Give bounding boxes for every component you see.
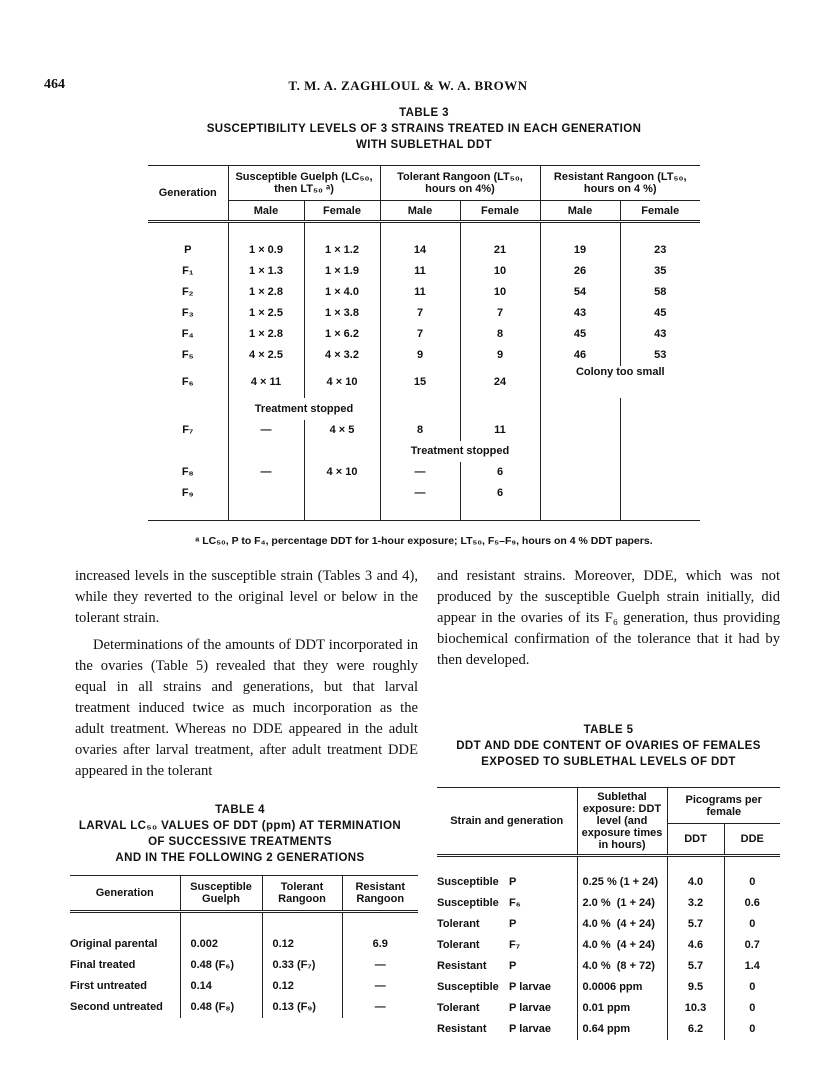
value-cell: 7 bbox=[380, 324, 460, 345]
generation-cell: F₅ bbox=[181, 349, 194, 361]
spacer bbox=[262, 912, 342, 934]
table-row bbox=[148, 303, 700, 324]
ddt-cell: 3.2 bbox=[667, 893, 724, 914]
column-header-male: Male bbox=[540, 201, 620, 222]
column-header: Resistant Rangoon bbox=[342, 876, 418, 912]
table4 bbox=[70, 875, 418, 1018]
table-row bbox=[148, 240, 700, 261]
ddt-cell: 5.7 bbox=[667, 956, 724, 977]
ddt-cell: 4.0 bbox=[667, 872, 724, 893]
generation-cell: P bbox=[184, 244, 192, 256]
generation-cell: F₈ bbox=[181, 466, 194, 478]
empty-cell bbox=[540, 441, 620, 462]
spacer bbox=[577, 856, 667, 872]
dde-cell: 0.7 bbox=[724, 935, 780, 956]
value-cell: 0.13 (F₉) bbox=[262, 997, 342, 1018]
subheader-row bbox=[148, 201, 700, 222]
treatment-stopped-note: Treatment stopped bbox=[380, 441, 540, 462]
value-cell: — bbox=[380, 462, 460, 483]
dde-cell: 0 bbox=[724, 977, 780, 998]
value-cell: 7 bbox=[460, 303, 540, 324]
dde-cell: 0 bbox=[724, 914, 780, 935]
empty-cell bbox=[620, 441, 700, 462]
column-header-female: Female bbox=[460, 201, 540, 222]
generation-cell: F₃ bbox=[181, 307, 194, 319]
exposure-cell: 4.0 % (4 + 24) bbox=[577, 935, 667, 956]
column-header-exposure: Sublethal exposure: DDT level (and exposure times in hours) bbox=[577, 788, 667, 856]
value-cell: 4 × 3.2 bbox=[304, 345, 380, 366]
table-row bbox=[148, 261, 700, 282]
exposure-cell: 0.0006 ppm bbox=[577, 977, 667, 998]
value-cell: 23 bbox=[620, 240, 700, 261]
spacer-row bbox=[437, 856, 780, 872]
value-cell: 10 bbox=[460, 261, 540, 282]
strain-name: Tolerant bbox=[437, 939, 480, 951]
generation-cell: F₂ bbox=[181, 286, 194, 298]
table-row bbox=[70, 955, 418, 976]
column-header-dde: DDE bbox=[724, 824, 780, 856]
ddt-cell: 5.7 bbox=[667, 914, 724, 935]
column-header-strain: Strain and generation bbox=[437, 788, 577, 856]
value-cell: 1 × 0.9 bbox=[228, 240, 304, 261]
right-column-text bbox=[437, 566, 780, 671]
generation-name: F₇ bbox=[509, 939, 521, 951]
value-cell: 1 × 1.2 bbox=[304, 240, 380, 261]
value-cell: 21 bbox=[460, 240, 540, 261]
left-column-text bbox=[75, 566, 418, 782]
table4-title-line: OF SUCCESSIVE TREATMENTS bbox=[148, 836, 332, 848]
column-header-female: Female bbox=[304, 201, 380, 222]
value-cell: 1 × 2.8 bbox=[228, 282, 304, 303]
value-cell: 53 bbox=[620, 345, 700, 366]
spacer bbox=[148, 504, 228, 521]
strain-name: Susceptible bbox=[437, 897, 499, 909]
page-number: 464 bbox=[44, 77, 65, 92]
paragraph: increased levels in the susceptible strain (Tables 3 and 4), while they reverted to the original level or below in the tolerant strain. bbox=[75, 568, 418, 626]
generation-cell: F₁ bbox=[182, 265, 194, 277]
colony-too-small-note: Colony too small bbox=[540, 366, 700, 398]
value-cell: 0.48 (F₈) bbox=[180, 997, 262, 1018]
exposure-cell: 0.25 % (1 + 24) bbox=[577, 872, 667, 893]
spacer-row bbox=[148, 222, 700, 240]
value-cell: 14 bbox=[380, 240, 460, 261]
value-cell: — bbox=[380, 483, 460, 504]
value-cell: 43 bbox=[540, 303, 620, 324]
spacer bbox=[437, 856, 577, 872]
table5-title-line: DDT AND DDE CONTENT OF OVARIES OF FEMALES bbox=[456, 740, 761, 752]
table-row bbox=[437, 977, 780, 998]
spacer bbox=[380, 222, 460, 240]
spacer bbox=[180, 912, 262, 934]
generation-cell: F₄ bbox=[181, 328, 194, 340]
strain-name: Tolerant bbox=[437, 918, 480, 930]
table4-caption bbox=[62, 802, 418, 866]
strain-cell bbox=[437, 893, 577, 914]
empty-cell bbox=[540, 398, 620, 420]
column-header: Susceptible Guelph bbox=[180, 876, 262, 912]
table5-caption bbox=[437, 722, 780, 770]
empty-cell bbox=[620, 462, 700, 483]
paragraph: Determinations of the amounts of DDT incorporated in the ovaries (Table 5) revealed that they were roughly equal in all strains and generations, but that larval treatment induced twice as much incorporation as the adult treatment. Whereas no DDE appeared in the adult ovaries after larval treatment, after adult treatment DDE appeared in the tolerant bbox=[75, 637, 418, 779]
strain-name: Resistant bbox=[437, 1023, 487, 1035]
value-cell: 6.9 bbox=[342, 934, 418, 955]
value-cell: 6 bbox=[460, 483, 540, 504]
strain-name: Tolerant bbox=[437, 1002, 480, 1014]
treatment-stopped-note: Treatment stopped bbox=[228, 398, 380, 420]
value-cell: 9 bbox=[380, 345, 460, 366]
generation-cell: F₇ bbox=[182, 424, 194, 436]
value-cell: 26 bbox=[540, 261, 620, 282]
spacer bbox=[228, 504, 304, 521]
spacer bbox=[304, 222, 380, 240]
spacer bbox=[460, 222, 540, 240]
value-cell: 43 bbox=[620, 324, 700, 345]
value-cell: 24 bbox=[460, 366, 540, 398]
dde-cell: 0.6 bbox=[724, 893, 780, 914]
value-cell: 1 × 2.5 bbox=[228, 303, 304, 324]
column-header-generation: Generation bbox=[148, 166, 228, 222]
table-row bbox=[148, 345, 700, 366]
table5 bbox=[437, 787, 780, 1040]
strain-cell bbox=[437, 872, 577, 893]
table-row bbox=[70, 976, 418, 997]
value-cell: 45 bbox=[540, 324, 620, 345]
generation-name: P bbox=[509, 876, 517, 888]
strain-cell bbox=[437, 998, 577, 1019]
header-row bbox=[70, 876, 418, 912]
value-cell: 7 bbox=[380, 303, 460, 324]
dde-cell: 0 bbox=[724, 1019, 780, 1040]
empty-cell bbox=[620, 420, 700, 441]
spacer bbox=[304, 504, 380, 521]
value-cell: 0.33 (F₇) bbox=[262, 955, 342, 976]
spacer bbox=[460, 504, 540, 521]
value-cell: 4 × 10 bbox=[304, 366, 380, 398]
ddt-cell: 10.3 bbox=[667, 998, 724, 1019]
generation-cell: Final treated bbox=[70, 959, 136, 971]
strain-cell bbox=[437, 935, 577, 956]
generation-name: P bbox=[509, 918, 517, 930]
spacer bbox=[540, 222, 620, 240]
table3-title-line: WITH SUBLETHAL DDT bbox=[355, 139, 493, 151]
note-row bbox=[148, 398, 700, 420]
empty-cell bbox=[380, 398, 460, 420]
generation-cell: Original parental bbox=[70, 938, 158, 950]
table-row bbox=[148, 324, 700, 345]
value-cell: — bbox=[342, 997, 418, 1018]
table-row bbox=[70, 997, 418, 1018]
value-cell: 1 × 3.8 bbox=[304, 303, 380, 324]
dde-cell: 0 bbox=[724, 872, 780, 893]
table-row bbox=[148, 483, 700, 504]
strain-cell bbox=[437, 1019, 577, 1040]
table-row bbox=[437, 998, 780, 1019]
value-cell: 11 bbox=[380, 261, 460, 282]
table-row bbox=[148, 462, 700, 483]
value-cell: 45 bbox=[620, 303, 700, 324]
value-cell: 58 bbox=[620, 282, 700, 303]
table5-label: TABLE 5 bbox=[583, 724, 634, 736]
table-row bbox=[437, 935, 780, 956]
spacer bbox=[667, 856, 724, 872]
column-header-male: Male bbox=[380, 201, 460, 222]
spacer bbox=[620, 222, 700, 240]
value-cell: 6 bbox=[460, 462, 540, 483]
value-cell: 0.002 bbox=[180, 934, 262, 955]
table-row bbox=[437, 956, 780, 977]
exposure-cell: 4.0 % (8 + 72) bbox=[577, 956, 667, 977]
empty-cell bbox=[540, 462, 620, 483]
strain-name: Resistant bbox=[437, 960, 487, 972]
dde-cell: 0 bbox=[724, 998, 780, 1019]
column-header: Generation bbox=[70, 876, 180, 912]
value-cell: — bbox=[228, 462, 304, 483]
column-header-male: Male bbox=[228, 201, 304, 222]
spacer bbox=[228, 222, 304, 240]
generation-cell: F₆ bbox=[181, 375, 194, 388]
value-cell: — bbox=[342, 955, 418, 976]
generation-name: P larvae bbox=[509, 1002, 552, 1014]
empty-cell bbox=[304, 441, 380, 462]
value-cell: 54 bbox=[540, 282, 620, 303]
column-group-header: Tolerant Rangoon (LT₅₀, hours on 4%) bbox=[380, 166, 540, 201]
value-cell bbox=[228, 483, 304, 504]
generation-name: P larvae bbox=[509, 981, 552, 993]
spacer bbox=[148, 222, 228, 240]
empty-cell bbox=[148, 398, 228, 420]
empty-cell bbox=[460, 398, 540, 420]
table-row bbox=[437, 1019, 780, 1040]
empty-cell bbox=[540, 483, 620, 504]
strain-cell bbox=[437, 914, 577, 935]
value-cell: 0.12 bbox=[262, 934, 342, 955]
empty-cell bbox=[540, 420, 620, 441]
ddt-cell: 6.2 bbox=[667, 1019, 724, 1040]
value-cell bbox=[304, 483, 380, 504]
strain-cell bbox=[437, 956, 577, 977]
spacer bbox=[342, 912, 418, 934]
table4-label: TABLE 4 bbox=[215, 804, 265, 816]
column-header-female: Female bbox=[620, 201, 700, 222]
value-cell: 1 × 1.3 bbox=[228, 261, 304, 282]
value-cell: 1 × 4.0 bbox=[304, 282, 380, 303]
value-cell: 4 × 2.5 bbox=[228, 345, 304, 366]
table3-label: TABLE 3 bbox=[399, 107, 449, 119]
value-cell: 35 bbox=[620, 261, 700, 282]
table-row bbox=[148, 420, 700, 441]
value-cell: 8 bbox=[380, 420, 460, 441]
spacer bbox=[380, 504, 460, 521]
value-cell: — bbox=[228, 420, 304, 441]
empty-cell bbox=[148, 441, 228, 462]
value-cell: 0.14 bbox=[180, 976, 262, 997]
value-cell: 9 bbox=[460, 345, 540, 366]
table3 bbox=[148, 165, 700, 521]
generation-cell: F₉ bbox=[181, 487, 194, 499]
value-cell: 15 bbox=[380, 366, 460, 398]
spacer-row bbox=[70, 912, 418, 934]
table3-title-line: SUSCEPTIBILITY LEVELS OF 3 STRAINS TREATED IN EACH GENERATION bbox=[206, 123, 642, 135]
spacer bbox=[70, 912, 180, 934]
column-header-ddt: DDT bbox=[667, 824, 724, 856]
spacer bbox=[620, 504, 700, 521]
value-cell: 11 bbox=[460, 420, 540, 441]
generation-name: P bbox=[509, 960, 517, 972]
value-cell: 4 × 10 bbox=[304, 462, 380, 483]
value-cell: 1 × 6.2 bbox=[304, 324, 380, 345]
empty-cell bbox=[228, 441, 304, 462]
table4-title-line: LARVAL LC₅₀ VALUES OF DDT (ppm) AT TERMINATION bbox=[78, 820, 402, 832]
exposure-cell: 2.0 % (1 + 24) bbox=[577, 893, 667, 914]
column-header: Tolerant Rangoon bbox=[262, 876, 342, 912]
column-group-header: Susceptible Guelph (LC₅₀, then LT₅₀ ᵃ) bbox=[228, 166, 380, 201]
generation-name: F₆ bbox=[509, 897, 521, 909]
empty-cell bbox=[620, 483, 700, 504]
table4-title-line: AND IN THE FOLLOWING 2 GENERATIONS bbox=[115, 852, 365, 864]
strain-name: Susceptible bbox=[437, 981, 499, 993]
note-row bbox=[148, 441, 700, 462]
table3-footnote: ᵃ LC₅₀, P to F₄, percentage DDT for 1-hour exposure; LT₅₀, F₅–F₉, hours on 4 % DDT papers. bbox=[195, 535, 653, 547]
value-cell: 4 × 5 bbox=[304, 420, 380, 441]
value-cell: 4 × 11 bbox=[228, 366, 304, 398]
spacer-row bbox=[148, 504, 700, 521]
strain-name: Susceptible bbox=[437, 876, 499, 888]
spacer bbox=[724, 856, 780, 872]
ddt-cell: 9.5 bbox=[667, 977, 724, 998]
generation-name: P larvae bbox=[509, 1023, 552, 1035]
value-cell: 11 bbox=[380, 282, 460, 303]
header-row bbox=[148, 166, 700, 201]
table-row bbox=[148, 366, 700, 398]
value-cell: 19 bbox=[540, 240, 620, 261]
generation-cell: First untreated bbox=[70, 980, 148, 992]
empty-cell bbox=[620, 398, 700, 420]
value-cell: 0.12 bbox=[262, 976, 342, 997]
table-row bbox=[437, 893, 780, 914]
header-row bbox=[437, 788, 780, 824]
value-cell: — bbox=[342, 976, 418, 997]
table-row bbox=[148, 282, 700, 303]
strain-cell bbox=[437, 977, 577, 998]
generation-cell: Second untreated bbox=[70, 1001, 163, 1013]
value-cell: 1 × 1.9 bbox=[304, 261, 380, 282]
table-row bbox=[437, 914, 780, 935]
value-cell: 46 bbox=[540, 345, 620, 366]
paragraph: and resistant strains. Moreover, DDE, which was not produced by the susceptible Guelph strain initially, did appear in the ovaries of its F₆ generation, thus providing biochemical confirmation of the tolerance that it had by then developed. bbox=[437, 568, 780, 668]
table3-caption bbox=[148, 105, 700, 153]
exposure-cell: 4.0 % (4 + 24) bbox=[577, 914, 667, 935]
table5-title-line: EXPOSED TO SUBLETHAL LEVELS OF DDT bbox=[481, 756, 736, 768]
value-cell: 0.48 (F₆) bbox=[180, 955, 262, 976]
column-group-header: Resistant Rangoon (LT₅₀, hours on 4 %) bbox=[540, 166, 700, 201]
value-cell: 8 bbox=[460, 324, 540, 345]
spacer bbox=[540, 504, 620, 521]
column-header-picograms: Picograms per female bbox=[667, 788, 780, 824]
table-row bbox=[70, 934, 418, 955]
value-cell: 1 × 2.8 bbox=[228, 324, 304, 345]
exposure-cell: 0.64 ppm bbox=[577, 1019, 667, 1040]
exposure-cell: 0.01 ppm bbox=[577, 998, 667, 1019]
running-head: T. M. A. ZAGHLOUL & W. A. BROWN bbox=[288, 78, 528, 93]
table-row bbox=[437, 872, 780, 893]
ddt-cell: 4.6 bbox=[667, 935, 724, 956]
value-cell: 10 bbox=[460, 282, 540, 303]
dde-cell: 1.4 bbox=[724, 956, 780, 977]
